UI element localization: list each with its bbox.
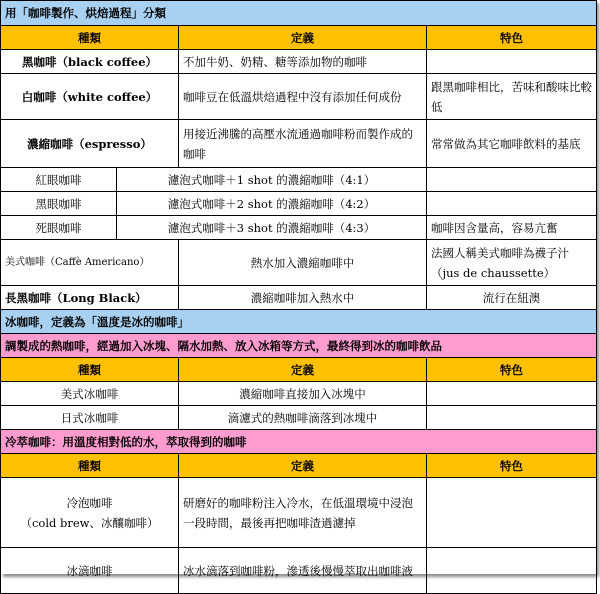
feature-cell: 咖啡因含量高，容易亢奮: [427, 216, 597, 240]
type-cell: 濃縮咖啡（espresso）: [1, 120, 179, 168]
section2-title: 冰咖啡，定義為「溫度是冰的咖啡」: [1, 310, 597, 334]
table-row: [1, 240, 597, 286]
table-row: [1, 192, 597, 216]
section2-subtitle: 調製成的熱咖啡，經過加入冰塊、隔水加熱、放入冰箱等方式，最終得到冰的咖啡飲品: [1, 334, 597, 358]
definition-cell: 熱水加入濃縮咖啡中: [179, 240, 427, 286]
table-row: [1, 478, 597, 548]
section1-title: 用「咖啡製作、烘焙過程」分類: [1, 1, 597, 26]
definition-cell: 濃縮咖啡直接加入冰塊中: [179, 382, 427, 406]
type-cell: 長黑咖啡（Long Black）: [1, 286, 179, 310]
feature-cell: [427, 478, 597, 548]
table-row: [1, 406, 597, 430]
definition-cell: 研磨好的咖啡粉注入冷水，在低溫環境中浸泡一段時間，最後再把咖啡渣過濾掉: [179, 478, 427, 548]
feature-cell: 法國人稱美式咖啡為襪子汁（jus de chaussette）: [427, 240, 597, 286]
table-row: [1, 74, 597, 120]
definition-cell: 濃縮咖啡加入熱水中: [179, 286, 427, 310]
section3-title: 冷萃咖啡：用溫度相對低的水，萃取得到的咖啡: [1, 430, 597, 454]
type-cell: [1, 548, 179, 594]
table-row: [1, 382, 597, 406]
feature-cell: [427, 50, 597, 74]
section3-header-row: [1, 454, 597, 478]
section2-header-row: [1, 358, 597, 382]
feature-cell: 跟黑咖啡相比，苦味和酸味比較低: [427, 74, 597, 120]
feature-cell: [427, 548, 597, 594]
type-cell: 白咖啡（white coffee）: [1, 74, 179, 120]
feature-cell: [427, 168, 597, 192]
type-cell: 黑咖啡（black coffee）: [1, 50, 179, 74]
type-cell: 紅眼咖啡: [1, 168, 117, 192]
definition-cell: 冰水滴落到咖啡粉，滲透後慢慢萃取出咖啡液: [179, 548, 427, 594]
header-type: 種類: [1, 454, 179, 478]
header-type: 種類: [1, 358, 179, 382]
feature-cell: 常常做為其它咖啡飲料的基底: [427, 120, 597, 168]
definition-cell: 濾泡式咖啡＋2 shot 的濃縮咖啡（4:2）: [117, 192, 427, 216]
header-feature: 特色: [427, 454, 597, 478]
section2-subtitle-row: [1, 334, 597, 358]
table-row: [1, 216, 597, 240]
type-cell: 黑眼咖啡: [1, 192, 117, 216]
definition-cell: 用接近沸騰的高壓水流通過咖啡粉而製作成的咖啡: [179, 120, 427, 168]
header-definition: 定義: [179, 358, 427, 382]
type-name: 冷泡咖啡: [66, 495, 113, 510]
table-row: [1, 50, 597, 74]
header-type: 種類: [1, 26, 179, 50]
definition-cell: 不加牛奶、奶精、糖等添加物的咖啡: [179, 50, 427, 74]
table-row: [1, 120, 597, 168]
type-name: 冰滴咖啡: [66, 563, 113, 578]
definition-cell: 濾泡式咖啡＋3 shot 的濃縮咖啡（4:3）: [117, 216, 427, 240]
definition-cell: 咖啡豆在低溫烘焙過程中沒有添加任何成份: [179, 74, 427, 120]
header-definition: 定義: [179, 454, 427, 478]
table-row: [1, 548, 597, 594]
feature-cell: [427, 406, 597, 430]
header-definition: 定義: [179, 26, 427, 50]
section1-title-row: [1, 1, 597, 26]
table-row: [1, 286, 597, 310]
definition-cell: 濾泡式咖啡＋1 shot 的濃縮咖啡（4:1）: [117, 168, 427, 192]
definition-cell: 滴濾式的熱咖啡滴落到冰塊中: [179, 406, 427, 430]
section2-title-row: [1, 310, 597, 334]
type-alias: （cold brew、冰釀咖啡）: [20, 515, 159, 530]
feature-cell: [427, 382, 597, 406]
section3-title-row: [1, 430, 597, 454]
feature-cell: [427, 192, 597, 216]
type-cell: 日式冰咖啡: [1, 406, 179, 430]
header-feature: 特色: [427, 26, 597, 50]
feature-cell: 流行在紐澳: [427, 286, 597, 310]
header-feature: 特色: [427, 358, 597, 382]
type-cell: 美式咖啡（Caffè Americano）: [1, 240, 179, 286]
type-cell: [1, 478, 179, 548]
table-row: [1, 168, 597, 192]
type-cell: 美式冰咖啡: [1, 382, 179, 406]
type-cell: 死眼咖啡: [1, 216, 117, 240]
section1-header-row: [1, 26, 597, 50]
